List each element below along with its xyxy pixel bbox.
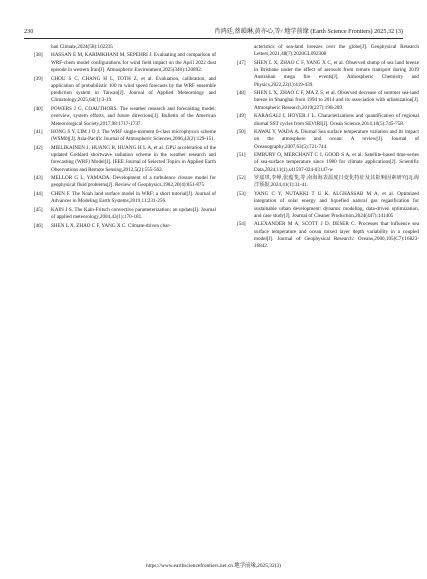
reference-item (34, 145, 216, 174)
reference-item (34, 52, 216, 74)
reference-text: KAIN J S. The Kain-Fritsch convective parameterization: an update[J]. Journal of applied meteorology,2004,43(1):170-181. (51, 206, 216, 221)
reference-text: ALEXANDER M A, SCOTT J D, DESER C. Processes that influence sea surface temperature and ocean mixed layer depth variability in a coupled model[J]. Journal of Geophysical Research: Oceans,2000,105(C7):16823-16842. (254, 221, 419, 250)
running-title: 肖鸿廷,蔡韻琳,黄亦心,等/ 地学前缘 (Earth Science Frontiers) 2025,32 (3) (214, 28, 403, 35)
page-number: 230 (24, 28, 34, 35)
reference-item (237, 191, 419, 220)
reference-text: EMBURY O, MERCHANT C J, GOOD S A, et al. Satellite-based time-series of sea-surface temperature since 1980 for climate applications[J]. Scientific Data,2024,11(1),s41597-024-03147-w (254, 152, 419, 173)
reference-item (34, 106, 216, 128)
reference-number: [41] (34, 129, 43, 136)
reference-item (34, 191, 216, 206)
reference-text: KAWAI Y, WADA A. Diurnal Sea surface temperature variation and its impact on the atmosphere and ocean: A review[J]. Journal of Oceanography,2007,63(5):721-744. (254, 129, 419, 150)
reference-item (237, 221, 419, 250)
header-rule (24, 38, 403, 39)
reference-item (34, 207, 216, 222)
reference-text: HASSAN E M, KARIMKHANI M, SEPEHRI J. Evaluating and comparison of WRF-chem model configurations for wind field impact on the April 2022 dust episode in western Iran[J]. Atmospheric Environment,2025(340):120892. (51, 52, 216, 74)
reference-item (237, 60, 419, 89)
reference-number: [54] (237, 221, 246, 228)
reference-number: [42] (34, 144, 43, 151)
reference-number: [48] (237, 90, 246, 97)
reference-item (237, 152, 419, 174)
reference-number: [51] (237, 152, 246, 159)
reference-continuation: acteristics of sea-land breezes over the globe[J]. Geophysical Research Letters,2021,48(7):2020GL092308 (254, 44, 419, 58)
reference-number: [53] (237, 190, 246, 197)
reference-item (237, 113, 419, 128)
reference-number: [43] (34, 175, 43, 182)
reference-text: KARAGALI I, HOYER J L. Characterizations and quantification of regional diurnal SST cycles from SEVIRI[J]. Ocean Science,2014,10(5):745-758. (254, 113, 419, 127)
reference-item (237, 175, 419, 190)
reference-text: 罗嘉琪,李峥,张蕴斐,等.南海海表温度日变化特征及其影响因素研究[J].海洋预报,2024,41(1):31-41. (254, 175, 419, 189)
right-column (237, 44, 419, 252)
reference-number: [44] (34, 190, 43, 197)
reference-item (34, 76, 216, 105)
page-header (24, 27, 403, 37)
left-column (34, 44, 216, 231)
reference-number: [38] (34, 52, 43, 59)
reference-text: POWERS J G, COAUTHORS. The weather research and forecasting model: overview, system efforts, and future directions[J]. Bulletin of the American Meteorological Society,2017,98:1717-1737. (51, 105, 216, 127)
reference-number: [49] (237, 113, 246, 120)
reference-item (34, 175, 216, 190)
reference-item (237, 129, 419, 151)
reference-item (237, 90, 419, 112)
reference-text: MELLOR G L, YAMADA. Development of a turbulence closure model for geophysical fluid problems[J]. Review of Geophysics,1982,20(4):851-875 (51, 175, 216, 189)
reference-number: [39] (34, 75, 43, 82)
reference-text: SHEN L X, ZHAO C F, MA Z S, et al. Observed decrease of summer sea-land breeze in Shanghai from 1994 to 2014 and its association with urbanization[J]. Atmospheric Research,2019(227):198-209. (254, 90, 419, 111)
reference-text: MIELIKAINEN J, HUANG B, HUANG H L A, et al. GPU acceleration of the updated Goddard shortwave radiation scheme in the weather research and forecasting (WRF) Model[J]. IEEE Journal of Selected Topics in Applied Earth Observations and Remote Sensing,2012,5(2):555-562. (51, 144, 216, 173)
reference-number: [47] (237, 59, 246, 66)
reference-text: SHEN L X, ZHAO C F, YANG X C. Climate-driven char- (51, 222, 171, 229)
reference-number: [45] (34, 206, 43, 213)
page-footer: https://www.earthsciencefrontiers.net.cn 地学前缘,2025,32(3) (146, 563, 281, 569)
reference-number: [52] (237, 175, 246, 182)
reference-item (34, 223, 216, 230)
reference-item (34, 129, 216, 144)
reference-number: [50] (237, 129, 246, 136)
reference-text: CHEN F. The Noah land surface model in WRF: a short tutorial[J]. Journal of Advances in Modeling Earth Systems,2019,11:231-256. (51, 190, 216, 205)
reference-continuation: ban Climate,2024(58):102235 (51, 44, 113, 50)
reference-text: YANG C Y, NUTAKKI T U K, ALGHASSAB M A, et al. Optimized integration of solar energy and liquefied natural gas regasification for sustainable urban development: dynamic modeling, data-driven optimization, and case study[J]. Journal of Cleaner Production,2024(447):141405 (254, 190, 419, 219)
reference-text: CHOU S C, CHANG H L, TOTH Z, et al. Evaluation, calibration, and application of probabilistic 100 m wind speed forecasts by the WRF ensemble prediction system in Taiwan[J]. Journal of Applied Meteorology and Climatology,2025,64(1):3-19. (51, 75, 216, 104)
reference-number: [46] (34, 222, 43, 229)
reference-text: SHEN L X, ZHAO C F, YANG X C, et al. Observed slump of sea land breeze in Brisbane under the effect of aerosols from remote transport during 2019 Australian mega fire events[J]. Atmospheric Chemistry and Physics,2022,22(1):419-439. (254, 59, 419, 88)
reference-number: [40] (34, 105, 43, 112)
reference-text: HONG S Y, LIM J O J. The WRF single-moment 6-class microphysics scheme (WSM6)[J]. Asia-Pacific Journal of Atmospheric Sciences,2006,42(2):129-151. (51, 129, 216, 143)
